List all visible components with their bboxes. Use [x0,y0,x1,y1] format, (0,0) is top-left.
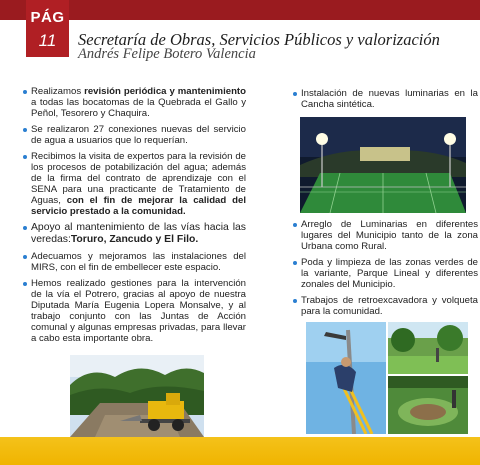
list-item: Realizamos revisión periódica y mantenimiento a todas las bocatomas de la Quebrada el Gallo y Peñol, Tesorero y Chaquira. [22,86,246,119]
right-column-top [292,88,478,115]
page-title: Secretaría de Obras, Servicios Públicos y valorización [78,30,440,49]
list-item: Poda y limpieza de las zonas verdes de la variante, Parque Lineal y diferentes zonales del Municipio. [292,257,478,290]
left-column [22,86,246,349]
list-item: Trabajos de retroexcavadora y volqueta para la comunidad. [292,295,478,317]
stadium-lights-photo [300,117,466,213]
list-item: Se realizaron 27 conexiones nuevas del servicio de agua a usuarios que lo requerían. [22,124,246,146]
page-number: 11 [38,31,57,50]
street-light-photo [306,322,386,434]
header-bar [0,0,480,20]
list-item: Arreglo de Luminarias en diferentes lugares del Municipio tanto de la zona Urbana como Rural. [292,219,478,252]
list-item: Adecuamos y mejoramos las instalaciones del MIRS, con el fin de embellecer este espacio. [22,251,246,273]
green-area-photo [388,322,468,374]
page-subtitle: Andrés Felipe Botero Valencia [78,46,256,62]
road-works-photo [70,355,204,437]
list-item: Hemos realizado gestiones para la intervención de la vía el Potrero, gracias al apoyo de nuestra Diputada María Eugenia Lopera Monsalve, y al trabajo conjunto con las Juntas de Acción comunal y algunas empresas privadas, para llevar a cabo esta importante obra. [22,278,246,344]
right-column-bottom [292,219,478,322]
page-badge [26,0,69,57]
footer-bar [0,437,480,465]
list-item: Recibimos la visita de expertos para la revisión de los procesos de potabilización del agua; además de la firma del contrato de aprendizaje con el SENA para una practicante de Tratamiento de Aguas, con el fin de mejorar la calidad del servicio prestado a la comunidad. [22,151,246,217]
park-cleanup-photo [388,376,468,434]
list-item: Apoyo al mantenimiento de las vías hacia las veredas:Toruro, Zancudo y El Filo. [22,222,246,246]
list-item: Instalación de nuevas luminarias en la Cancha sintética. [292,88,478,110]
page-label: PÁG [30,9,65,26]
